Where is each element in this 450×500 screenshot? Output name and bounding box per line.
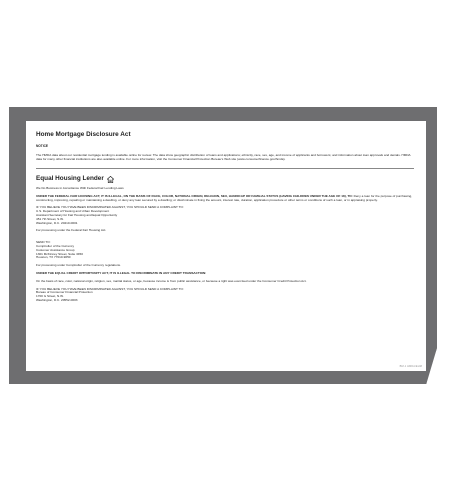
poster-sheet xyxy=(26,121,426,371)
occ-note: For processing under Comptroller of the Currency regulations. xyxy=(36,263,121,268)
occ-address xyxy=(36,241,414,260)
fha-text: Deny a loan for the purpose of purchasing, constructing, improving, repairing or maintaining a dwelling, or deny any loan secured by a dwelling; or discriminate in fixing the amount, interest rate, duration, application procedure or other terms or conditions of such a loan, or in appraising property. xyxy=(36,193,413,202)
cfpb-line: IF YOU BELIEVE YOU HAVE BEEN DISCRIMINATED AGAINST, YOU SHOULD SEND A COMPLAINT TO: xyxy=(36,286,184,291)
form-code: BM-1 HMDA/EHM xyxy=(399,365,422,368)
ehl-intro: We Do Business in Accordance With Federal Fair Lending Laws xyxy=(36,186,124,190)
hud-address xyxy=(36,206,414,225)
cfpb-address xyxy=(36,288,414,303)
ecoa-text: On the basis of race, color, national origin, religion, sex, marital status, or age, because income is from public assistance, or because a right was exercised under the Consumer Credit Protection Act. xyxy=(36,278,307,283)
fha-lead: UNDER THE FEDERAL FAIR HOUSING ACT, IT IS ILLEGAL, ON THE BASIS OF RACE, COLOR, NATIONAL ORIGIN, RELIGION, SEX, HANDICAP OR FAMILIAL STATUS (HAVING CHILDREN UNDER THE AGE OF 18), TO: xyxy=(36,193,353,198)
occ-line: SEND TO: xyxy=(36,240,51,245)
poster-content xyxy=(36,131,414,306)
hud-line: U.S. Department of Housing and Urban Development xyxy=(36,209,110,214)
hud-line: 451 7th Street, S.W. xyxy=(36,216,64,221)
ehl-heading xyxy=(36,175,414,183)
cfpb-line: Washington, D.C. 20552-0003 xyxy=(36,297,78,302)
hud-line: IF YOU BELIEVE YOU HAVE BEEN DISCRIMINATED AGAINST, YOU SHOULD SEND A COMPLAINT TO: xyxy=(36,205,184,210)
hmda-title: Home Mortgage Disclosure Act xyxy=(36,131,131,138)
section-divider xyxy=(36,168,414,169)
ehl-title: Equal Housing Lender xyxy=(36,175,104,182)
hud-note: For processing under the Federal Fair Housing Act. xyxy=(36,228,107,233)
equal-housing-house-icon xyxy=(107,176,114,183)
hud-line: Washington, D.C. 20410-0001 xyxy=(36,220,78,225)
occ-line: Customer Assistance Group xyxy=(36,247,75,252)
hud-line: Assistant Secretary for Fair Housing and Equal Opportunity xyxy=(36,212,118,217)
fha-paragraph xyxy=(36,195,414,203)
ecoa-heading: UNDER THE EQUAL CREDIT OPPORTUNITY ACT, IT IS ILLEGAL TO DISCRIMINATE IN ANY CREDIT TRANSACTION: xyxy=(36,270,207,275)
hmda-notice-label: NOTICE xyxy=(36,144,49,148)
occ-line: Comptroller of the Currency xyxy=(36,243,74,248)
cfpb-line: 1700 G Street, N.W. xyxy=(36,294,64,299)
occ-line: 1301 McKinney Street, Suite 3450 xyxy=(36,251,83,256)
hmda-body: The HMDA data about our residential mortgage lending is available online for review. The data show geographic distribution of loans and applications; ethnicity, race, sex, age, and income of applicants and borrowers; and information about loan approvals and denials. HMDA data for many other financial institutions are also available online. For more information, visit the Consumer Financial Protection Bureau's Web site (www.consumerfinance.gov/hmda). xyxy=(36,153,411,161)
occ-line: Houston, TX 77010-9050 xyxy=(36,255,71,260)
cfpb-line: Bureau of Consumer Financial Protection xyxy=(36,290,93,295)
